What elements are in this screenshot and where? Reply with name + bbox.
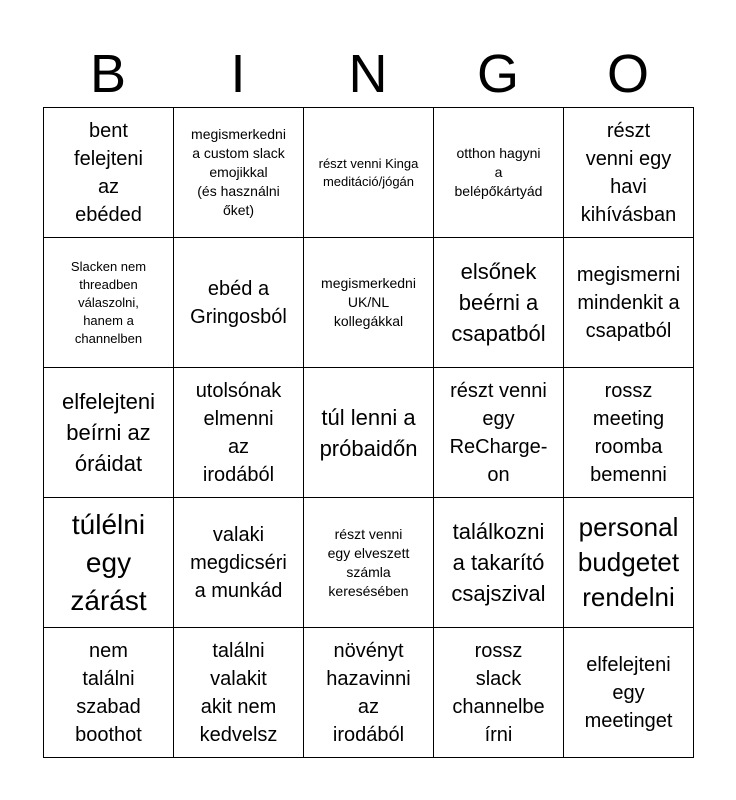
header-letter-b: B bbox=[89, 44, 127, 104]
cell-text: rossz slack channelbe írni bbox=[452, 639, 545, 746]
bingo-header bbox=[43, 40, 693, 108]
header-letter-o: O bbox=[606, 44, 649, 104]
bingo-cell[interactable] bbox=[44, 498, 174, 628]
cell-text: utolsónak elmenni az irodából bbox=[195, 379, 282, 486]
bingo-cell[interactable] bbox=[44, 108, 174, 238]
cell-text: részt venni egy havi kihívásban bbox=[580, 119, 677, 226]
cell-text: rossz meeting roomba bemenni bbox=[590, 379, 667, 486]
bingo-cell[interactable] bbox=[174, 238, 304, 368]
bingo-cell[interactable] bbox=[304, 628, 434, 758]
cell-text: elsőnek beérni a csapatból bbox=[451, 259, 546, 346]
bingo-cell[interactable] bbox=[304, 498, 434, 628]
bingo-cell[interactable] bbox=[44, 238, 174, 368]
bingo-cell[interactable] bbox=[564, 498, 694, 628]
bingo-cell[interactable] bbox=[174, 368, 304, 498]
bingo-cell[interactable] bbox=[304, 108, 434, 238]
header-letter-i: I bbox=[230, 44, 246, 104]
bingo-cell[interactable] bbox=[434, 498, 564, 628]
cell-text: megismerkedni UK/NL kollegákkal bbox=[321, 275, 416, 329]
bingo-cell[interactable] bbox=[434, 108, 564, 238]
cell-text: részt venni Kinga meditáció/jógán bbox=[318, 155, 419, 189]
cell-text: megismerkedni a custom slack emojikkal (és használni őket) bbox=[191, 126, 286, 218]
cell-text: elfelejteni egy meetinget bbox=[584, 653, 673, 732]
bingo-cell[interactable] bbox=[564, 628, 694, 758]
header-letter-g: G bbox=[476, 44, 519, 104]
cell-text: valaki megdicséri a munkád bbox=[190, 523, 287, 602]
cell-text: túlélni egy zárást bbox=[70, 508, 147, 616]
cell-text: megismerni mindenkit a csapatból bbox=[576, 263, 681, 342]
bingo-cell[interactable] bbox=[304, 238, 434, 368]
cell-text: ebéd a Gringosból bbox=[190, 277, 287, 328]
bingo-cell[interactable] bbox=[434, 628, 564, 758]
bingo-cell[interactable] bbox=[434, 368, 564, 498]
cell-text: otthon hagyni a belépőkártyád bbox=[454, 145, 543, 199]
cell-text: részt venni egy ReCharge- on bbox=[449, 379, 548, 486]
bingo-cell[interactable] bbox=[174, 108, 304, 238]
bingo-board bbox=[43, 107, 694, 758]
bingo-cell[interactable] bbox=[564, 108, 694, 238]
bingo-cell[interactable] bbox=[174, 498, 304, 628]
bingo-cell[interactable] bbox=[44, 368, 174, 498]
bingo-cell[interactable] bbox=[564, 238, 694, 368]
cell-text: Slacken nem threadben válaszolni, hanem a channelben bbox=[70, 258, 147, 346]
bingo-cell[interactable] bbox=[564, 368, 694, 498]
cell-text: részt venni egy elveszett számla keresésében bbox=[327, 525, 410, 599]
header-letter-n: N bbox=[348, 44, 388, 104]
cell-text: túl lenni a próbaidőn bbox=[319, 404, 418, 461]
cell-text: találni valakit akit nem kedvelsz bbox=[199, 639, 278, 746]
cell-text: personal budgetet rendelni bbox=[577, 512, 680, 612]
cell-text: bent felejteni az ebéded bbox=[74, 119, 143, 226]
cell-text: nem találni szabad boothot bbox=[75, 639, 142, 746]
cell-text: növényt hazavinni az irodából bbox=[326, 639, 411, 746]
bingo-cell[interactable] bbox=[44, 628, 174, 758]
bingo-cell[interactable] bbox=[174, 628, 304, 758]
cell-text: elfelejteni beírni az óráidat bbox=[62, 389, 155, 476]
bingo-cell[interactable] bbox=[304, 368, 434, 498]
cell-text: találkozni a takarító csajszival bbox=[451, 519, 546, 606]
bingo-cell[interactable] bbox=[434, 238, 564, 368]
